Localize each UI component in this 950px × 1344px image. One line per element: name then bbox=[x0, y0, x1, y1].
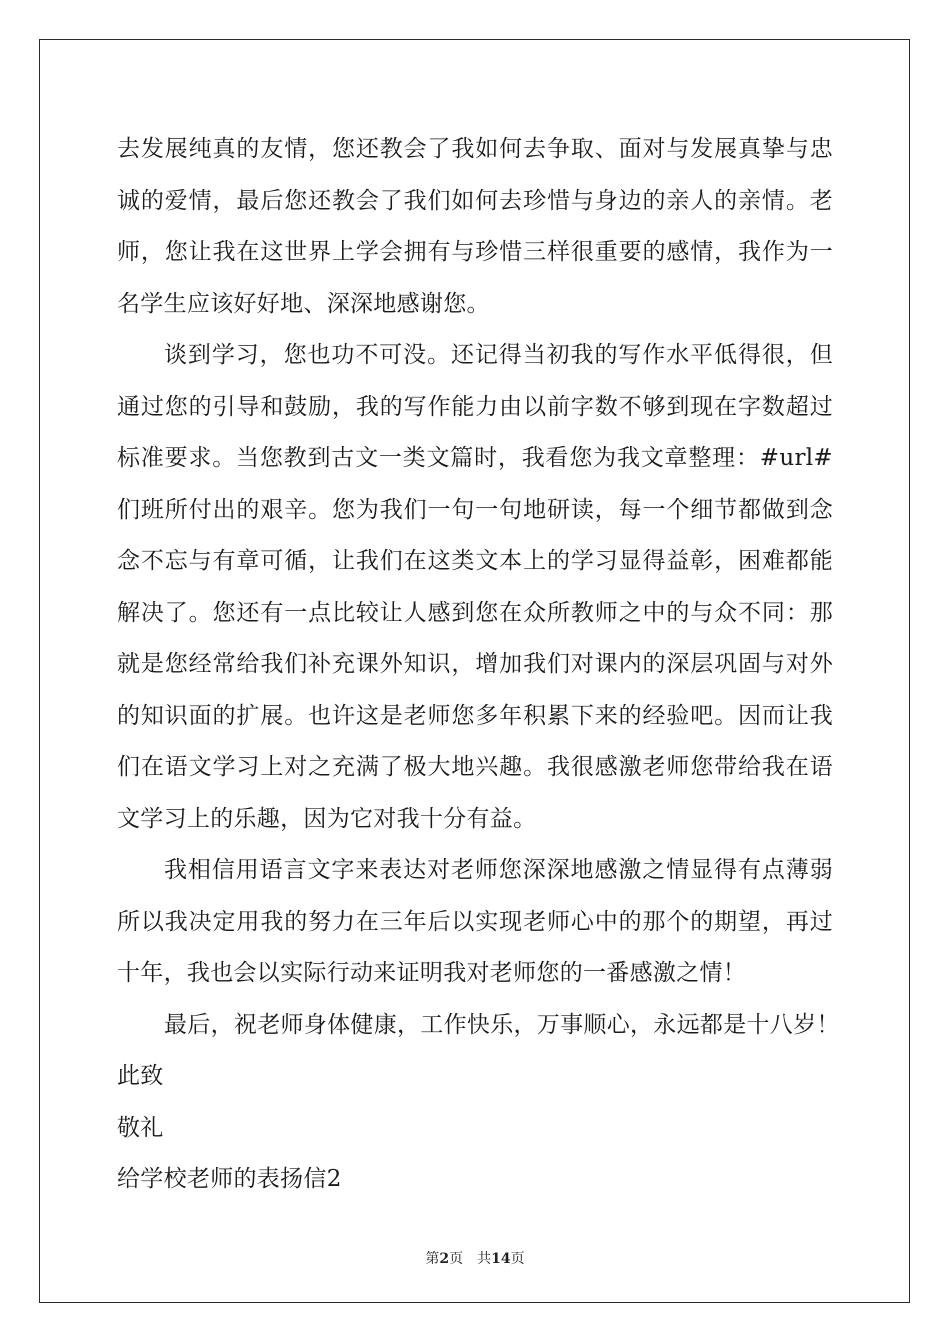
page-prefix: 第 bbox=[425, 1251, 440, 1267]
text-line: 的知识面的扩展。也许这是老师您多年积累下来的经验吧。因而让我 bbox=[117, 702, 833, 729]
text-line: 十年，我也会以实际行动来证明我对老师您的一番感激之情！ bbox=[117, 960, 747, 986]
text-line: 文学习上的乐趣，因为它对我十分有益。 bbox=[117, 805, 537, 832]
section-heading: 给学校老师的表扬信2 bbox=[117, 1166, 342, 1192]
page-footer bbox=[0, 1248, 950, 1268]
closing-salute: 敬礼 bbox=[117, 1114, 164, 1141]
text-line: 师，您让我在这世界上学会拥有与珍惜三样很重要的感情，我作为一 bbox=[117, 239, 833, 265]
text-line: 诚的爱情，最后您还教会了我们如何去珍惜与身边的亲人的亲情。老 bbox=[117, 187, 833, 214]
text-line: 念不忘与有章可循，让我们在这类文本上的学习显得益彰，困难都能 bbox=[117, 548, 833, 574]
paragraph-start-line: 谈到学习，您也功不可没。还记得当初我的写作水平低得很，但 bbox=[164, 342, 833, 368]
total-suffix: 页 bbox=[510, 1251, 525, 1267]
page-suffix: 页 bbox=[449, 1251, 464, 1267]
text-line: 去发展纯真的友情，您还教会了我如何去争取、面对与发展真挚与忠 bbox=[117, 136, 833, 162]
text-line: 标准要求。当您教到古文一类文篇时，我看您为我文章整理：#url# bbox=[117, 445, 833, 471]
letter-body bbox=[117, 124, 840, 1206]
paragraph-start-line: 最后，祝老师身体健康，工作快乐，万事顺心，永远都是十八岁！ bbox=[164, 1011, 840, 1038]
total-prefix: 共 bbox=[477, 1251, 492, 1267]
paragraph-start-line: 我相信用语言文字来表达对老师您深深地感激之情显得有点薄弱 bbox=[164, 857, 833, 883]
text-line: 解决了。您还有一点比较让人感到您在众所教师之中的与众不同：那 bbox=[117, 599, 833, 626]
closing-phrase: 此致 bbox=[117, 1063, 164, 1089]
text-line: 通过您的引导和鼓励，我的写作能力由以前字数不够到现在字数超过 bbox=[117, 393, 833, 420]
total-pages: 14 bbox=[491, 1251, 511, 1267]
text-line: 名学生应该好好地、深深地感谢您。 bbox=[117, 290, 490, 317]
text-line: 们在语文学习上对之充满了极大地兴趣。我很感激老师您带给我在语 bbox=[117, 754, 833, 780]
page-number: 2 bbox=[439, 1251, 450, 1267]
text-line: 就是您经常给我们补充课外知识，增加我们对课内的深层巩固与对外 bbox=[117, 651, 833, 677]
text-line: 们班所付出的艰辛。您为我们一句一句地研读，每一个细节都做到念 bbox=[117, 496, 833, 523]
text-line: 所以我决定用我的努力在三年后以实现老师心中的那个的期望，再过 bbox=[117, 908, 833, 935]
